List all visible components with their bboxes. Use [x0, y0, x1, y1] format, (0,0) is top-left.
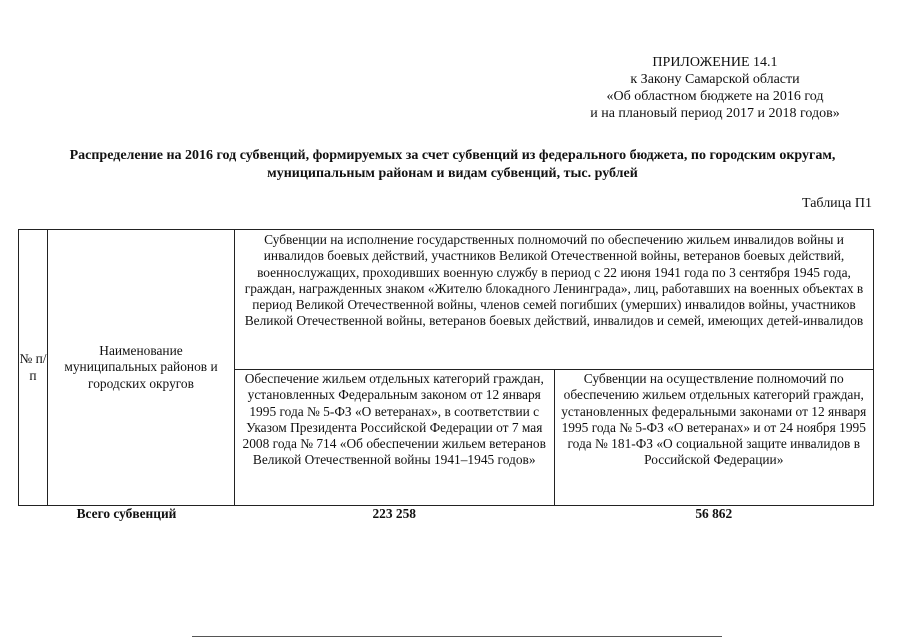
- total-value-2: 56 862: [695, 506, 733, 521]
- appendix-law: к Закону Самарской области: [630, 72, 800, 87]
- group-header: Субвенции на исполнение государственных полномочий по обеспечению жильем инвалидов войны и инвалидов боевых действий, участников Великой Отечественной войны, ветеранов боевых действий, военнослужащих, проходивших военную службу в период с 22 июня 1941 года по 3 сентября 1945 года, граждан, награжденных знаком «Жителю блокадного Ленинграда», лиц, работавших на военных объектах в период Великой Отечественной войны, членов семей погибших (умерших) инвалидов войны, участников Великой Отечественной войны, ветеранов боевых действий, инвалидов и семей, имеющих детей-инвалидов: [235, 230, 874, 370]
- appendix-title: ПРИЛОЖЕНИЕ 14.1: [652, 55, 778, 70]
- document-title: [20, 147, 885, 183]
- subheader-veterans-housing: Обеспечение жильем отдельных категорий граждан, установленных Федеральным законом от 12 января 1995 года № 5-ФЗ «О ветеранах», в соответствии с Указом Президента Российской Федерации от 7 мая 2008 года № 714 «Об обеспечении жильем ветеранов Великой Отечественной войны 1941–1945 годов»: [235, 370, 555, 506]
- footer-divider: [192, 636, 722, 637]
- table-header-row: [19, 230, 874, 370]
- subheader-federal-powers: Субвенции на осуществление полномочий по обеспечению жильем отдельных категорий граждан, установленных федеральными законами от 12 января 1995 года № 5-ФЗ «О ветеранах» и от 24 ноября 1995 года № 181-ФЗ «О социальной защите инвалидов в Российской Федерации»: [554, 370, 874, 506]
- table-label: Таблица П1: [802, 196, 872, 211]
- appendix-period: и на плановый период 2017 и 2018 годов»: [590, 106, 840, 121]
- col-name-header: Наименование муниципальных районов и городских округов: [48, 230, 235, 506]
- col-number-header: № п/п: [19, 230, 48, 506]
- title-line-2: муниципальным районам и видам субвенций, тыс. рублей: [267, 166, 638, 181]
- appendix-law-name: «Об областном бюджете на 2016 год: [606, 89, 824, 104]
- total-value-1: 223 258: [372, 506, 417, 521]
- title-line-1: Распределение на 2016 год субвенций, формируемых за счет субвенций из федерального бюджета, по городским округам,: [69, 148, 836, 163]
- appendix-block: [560, 54, 870, 122]
- table-total-row: [19, 506, 874, 525]
- subsidy-table: [18, 229, 874, 524]
- total-label: Всего субвенций: [76, 506, 177, 521]
